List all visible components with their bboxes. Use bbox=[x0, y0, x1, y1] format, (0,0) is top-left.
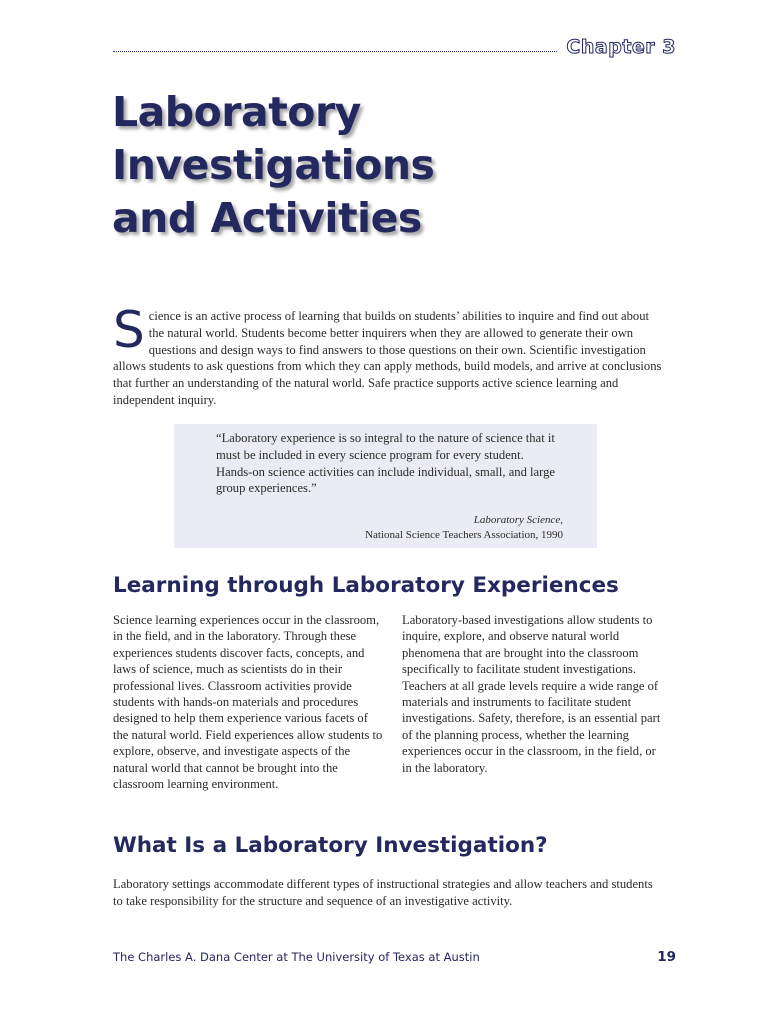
page-title bbox=[112, 86, 532, 245]
pull-quote-text: “Laboratory experience is so integral to the nature of science that it must be included in every science program for every student. Hands-on science activities can include individual, small, and large group experiences.” bbox=[216, 431, 555, 496]
chapter-label: Chapter 3 bbox=[566, 36, 676, 58]
page-title-line: Laboratory bbox=[112, 88, 361, 136]
pull-quote-attribution bbox=[365, 513, 563, 543]
page-title-line: Investigations bbox=[112, 141, 435, 189]
learning-left-column: Science learning experiences occur in the classroom, in the field, and in the laboratory. Through these experiences students discover facts, concepts, and laws of science, much as scientists do in their professional lives. Classroom activities provide students with hands-on materials and procedures designed to help them experience various facets of the natural world. Field experiences allow students to explore, observe, and investigate aspects of the natural world that cannot be brought into the classroom learning environment. bbox=[113, 613, 383, 792]
section-heading-learning: Learning through Laboratory Experiences bbox=[113, 573, 619, 598]
intro-text: cience is an active process of learning that builds on students’ abilities to inquire and find out about the natural world. Students become better inquirers when they are allowed to generate their own questions and design ways to find answers to those questions on their own. Scientific investigation allows students to ask questions from which they can apply methods, build models, and arrive at conclusions that further an understanding of the natural world. Safe practice supports active science learning and independent inquiry. bbox=[113, 309, 662, 407]
page-number: 19 bbox=[657, 949, 676, 965]
intro-paragraph bbox=[113, 301, 665, 409]
pull-quote-source-org: National Science Teachers Association, 1990 bbox=[365, 529, 563, 541]
page-title-line: and Activities bbox=[112, 194, 422, 242]
header-dotted-rule bbox=[113, 51, 557, 52]
section-heading-laboratory-investigation: What Is a Laboratory Investigation? bbox=[113, 833, 548, 858]
learning-right-column: Laboratory-based investigations allow students to inquire, explore, and observe natural world phenomena that are brought into the classroom specifically to facilitate student investigations. Teachers at all grade levels require a wide range of materials and instruments to facilitate student investigations. Safety, therefore, is an essential part of the planning process, whether the learning experiences occur in the classroom, in the field, or in the laboratory. bbox=[402, 613, 661, 775]
laboratory-investigation-paragraph: Laboratory settings accommodate different types of instructional strategies and allow teachers and students to take responsibility for the structure and sequence of an investigative activity. bbox=[113, 877, 653, 908]
drop-cap: S bbox=[113, 301, 145, 359]
pull-quote-box bbox=[174, 424, 597, 548]
footer-text: The Charles A. Dana Center at The University of Texas at Austin bbox=[113, 950, 480, 964]
pull-quote-source-title: Laboratory Science, bbox=[473, 514, 563, 526]
